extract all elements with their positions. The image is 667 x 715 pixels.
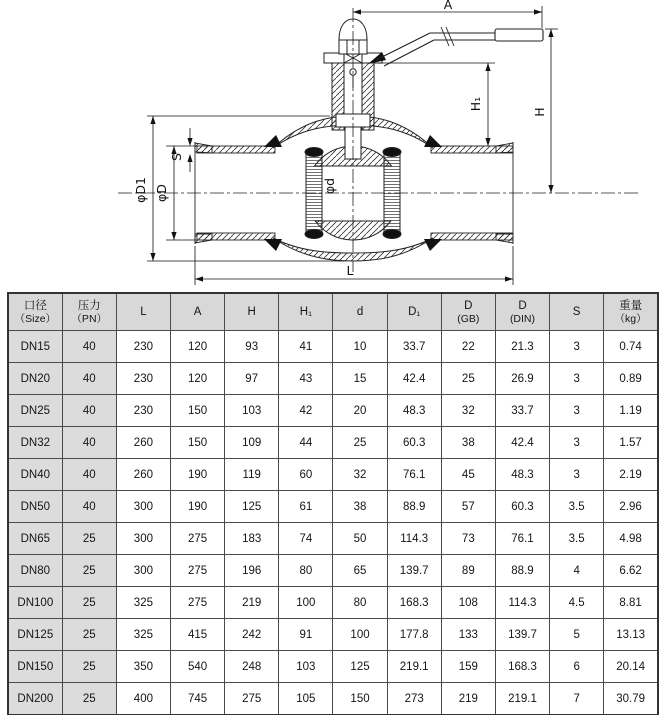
value-cell: 120 — [170, 363, 224, 395]
value-cell: 60.3 — [495, 491, 549, 523]
value-cell: 25 — [441, 363, 495, 395]
value-cell: 230 — [116, 363, 170, 395]
value-cell: 150 — [170, 427, 224, 459]
table-row — [8, 363, 658, 395]
value-cell: 100 — [279, 587, 333, 619]
value-cell: 3 — [550, 363, 604, 395]
value-cell: 0.74 — [604, 331, 658, 363]
value-cell: 219 — [441, 683, 495, 715]
value-cell: 21.3 — [495, 331, 549, 363]
dim-label-S: S — [169, 153, 184, 161]
header-cell: 重量 （kg） — [604, 293, 658, 331]
value-cell: 350 — [116, 651, 170, 683]
value-cell: 10 — [333, 331, 387, 363]
value-cell: 73 — [441, 523, 495, 555]
value-cell: 0.89 — [604, 363, 658, 395]
value-cell: 108 — [441, 587, 495, 619]
value-cell: 15 — [333, 363, 387, 395]
value-cell: 275 — [170, 555, 224, 587]
table-row — [8, 683, 658, 715]
value-cell: 44 — [279, 427, 333, 459]
value-cell: 50 — [333, 523, 387, 555]
value-cell: 273 — [387, 683, 441, 715]
value-cell: 60.3 — [387, 427, 441, 459]
value-cell: 65 — [333, 555, 387, 587]
value-cell: 32 — [333, 459, 387, 491]
value-cell: 22 — [441, 331, 495, 363]
dim-label-A: A — [443, 0, 453, 12]
value-cell: 80 — [333, 587, 387, 619]
value-cell: 76.1 — [495, 523, 549, 555]
value-cell: 139.7 — [495, 619, 549, 651]
value-cell: 248 — [225, 651, 279, 683]
value-cell: 91 — [279, 619, 333, 651]
value-cell: 25 — [62, 587, 116, 619]
value-cell: 150 — [170, 395, 224, 427]
dim-label-L: L — [346, 263, 354, 278]
dim-label-phid-bore: φd — [322, 177, 337, 195]
value-cell: 88.9 — [495, 555, 549, 587]
value-cell: 40 — [62, 395, 116, 427]
value-cell: 103 — [225, 395, 279, 427]
value-cell: 125 — [333, 651, 387, 683]
value-cell: 230 — [116, 395, 170, 427]
value-cell: 25 — [333, 427, 387, 459]
value-cell: 80 — [279, 555, 333, 587]
value-cell: 177.8 — [387, 619, 441, 651]
size-cell: DN200 — [8, 683, 62, 715]
value-cell: 8.81 — [604, 587, 658, 619]
table-row — [8, 459, 658, 491]
header-cell: H — [225, 293, 279, 331]
value-cell: 3 — [550, 459, 604, 491]
table-row — [8, 555, 658, 587]
value-cell: 196 — [225, 555, 279, 587]
value-cell: 219.1 — [387, 651, 441, 683]
value-cell: 300 — [116, 491, 170, 523]
valve-cross-section-diagram — [0, 0, 667, 290]
value-cell: 93 — [225, 331, 279, 363]
value-cell: 114.3 — [387, 523, 441, 555]
handle-lever — [368, 27, 543, 66]
value-cell: 97 — [225, 363, 279, 395]
size-cell: DN150 — [8, 651, 62, 683]
value-cell: 30.79 — [604, 683, 658, 715]
value-cell: 38 — [441, 427, 495, 459]
spec-table-body — [8, 331, 658, 715]
value-cell: 5 — [550, 619, 604, 651]
value-cell: 114.3 — [495, 587, 549, 619]
table-row — [8, 619, 658, 651]
size-cell: DN125 — [8, 619, 62, 651]
value-cell: 7 — [550, 683, 604, 715]
header-cell: 口径 （Size） — [8, 293, 62, 331]
header-cell: D (DIN) — [495, 293, 549, 331]
value-cell: 25 — [62, 683, 116, 715]
value-cell: 133 — [441, 619, 495, 651]
table-row — [8, 523, 658, 555]
value-cell: 745 — [170, 683, 224, 715]
size-cell: DN80 — [8, 555, 62, 587]
value-cell: 40 — [62, 459, 116, 491]
size-cell: DN65 — [8, 523, 62, 555]
value-cell: 57 — [441, 491, 495, 523]
value-cell: 190 — [170, 459, 224, 491]
spec-table-wrap — [0, 290, 667, 715]
value-cell: 38 — [333, 491, 387, 523]
value-cell: 25 — [62, 555, 116, 587]
header-cell: H₁ — [279, 293, 333, 331]
value-cell: 42.4 — [387, 363, 441, 395]
value-cell: 183 — [225, 523, 279, 555]
ball-valve-drawing — [0, 0, 667, 290]
value-cell: 168.3 — [495, 651, 549, 683]
value-cell: 40 — [62, 363, 116, 395]
value-cell: 105 — [279, 683, 333, 715]
header-cell: D (GB) — [441, 293, 495, 331]
table-row — [8, 651, 658, 683]
value-cell: 41 — [279, 331, 333, 363]
value-cell: 48.3 — [387, 395, 441, 427]
dim-label-phiD: φD — [154, 184, 169, 202]
value-cell: 48.3 — [495, 459, 549, 491]
value-cell: 3.5 — [550, 491, 604, 523]
value-cell: 325 — [116, 619, 170, 651]
value-cell: 219 — [225, 587, 279, 619]
header-cell: L — [116, 293, 170, 331]
value-cell: 260 — [116, 459, 170, 491]
size-cell: DN50 — [8, 491, 62, 523]
value-cell: 89 — [441, 555, 495, 587]
value-cell: 40 — [62, 427, 116, 459]
value-cell: 100 — [333, 619, 387, 651]
value-cell: 1.57 — [604, 427, 658, 459]
value-cell: 25 — [62, 651, 116, 683]
value-cell: 33.7 — [495, 395, 549, 427]
value-cell: 20 — [333, 395, 387, 427]
value-cell: 3 — [550, 395, 604, 427]
value-cell: 275 — [225, 683, 279, 715]
value-cell: 42 — [279, 395, 333, 427]
value-cell: 40 — [62, 331, 116, 363]
value-cell: 242 — [225, 619, 279, 651]
value-cell: 190 — [170, 491, 224, 523]
value-cell: 103 — [279, 651, 333, 683]
size-cell: DN40 — [8, 459, 62, 491]
size-cell: DN20 — [8, 363, 62, 395]
value-cell: 25 — [62, 523, 116, 555]
value-cell: 6.62 — [604, 555, 658, 587]
header-cell: A — [170, 293, 224, 331]
value-cell: 168.3 — [387, 587, 441, 619]
dim-label-H1: H₁ — [468, 96, 483, 112]
header-cell: S — [550, 293, 604, 331]
value-cell: 4 — [550, 555, 604, 587]
value-cell: 3 — [550, 331, 604, 363]
value-cell: 2.96 — [604, 491, 658, 523]
value-cell: 159 — [441, 651, 495, 683]
value-cell: 25 — [62, 619, 116, 651]
value-cell: 88.9 — [387, 491, 441, 523]
value-cell: 40 — [62, 491, 116, 523]
value-cell: 61 — [279, 491, 333, 523]
value-cell: 3.5 — [550, 523, 604, 555]
value-cell: 33.7 — [387, 331, 441, 363]
value-cell: 6 — [550, 651, 604, 683]
header-cell: 压力 （PN） — [62, 293, 116, 331]
table-row — [8, 395, 658, 427]
value-cell: 109 — [225, 427, 279, 459]
value-cell: 1.19 — [604, 395, 658, 427]
table-row — [8, 331, 658, 363]
value-cell: 42.4 — [495, 427, 549, 459]
value-cell: 74 — [279, 523, 333, 555]
header-cell: d — [333, 293, 387, 331]
dim-label-phiD1: φD1 — [133, 177, 148, 203]
header-cell: D₁ — [387, 293, 441, 331]
value-cell: 400 — [116, 683, 170, 715]
value-cell: 4.98 — [604, 523, 658, 555]
dim-label-H: H — [532, 107, 547, 117]
table-row — [8, 491, 658, 523]
value-cell: 260 — [116, 427, 170, 459]
value-cell: 20.14 — [604, 651, 658, 683]
value-cell: 45 — [441, 459, 495, 491]
spec-table — [7, 292, 659, 715]
value-cell: 26.9 — [495, 363, 549, 395]
size-cell: DN25 — [8, 395, 62, 427]
table-row — [8, 427, 658, 459]
value-cell: 230 — [116, 331, 170, 363]
value-cell: 125 — [225, 491, 279, 523]
value-cell: 13.13 — [604, 619, 658, 651]
value-cell: 150 — [333, 683, 387, 715]
value-cell: 4.5 — [550, 587, 604, 619]
value-cell: 139.7 — [387, 555, 441, 587]
value-cell: 32 — [441, 395, 495, 427]
value-cell: 76.1 — [387, 459, 441, 491]
value-cell: 120 — [170, 331, 224, 363]
value-cell: 43 — [279, 363, 333, 395]
value-cell: 300 — [116, 555, 170, 587]
value-cell: 275 — [170, 587, 224, 619]
size-cell: DN15 — [8, 331, 62, 363]
size-cell: DN32 — [8, 427, 62, 459]
spec-table-head-row — [8, 293, 658, 331]
value-cell: 300 — [116, 523, 170, 555]
value-cell: 540 — [170, 651, 224, 683]
value-cell: 3 — [550, 427, 604, 459]
value-cell: 60 — [279, 459, 333, 491]
size-cell: DN100 — [8, 587, 62, 619]
value-cell: 2.19 — [604, 459, 658, 491]
value-cell: 275 — [170, 523, 224, 555]
value-cell: 119 — [225, 459, 279, 491]
value-cell: 325 — [116, 587, 170, 619]
table-row — [8, 587, 658, 619]
value-cell: 415 — [170, 619, 224, 651]
value-cell: 219.1 — [495, 683, 549, 715]
